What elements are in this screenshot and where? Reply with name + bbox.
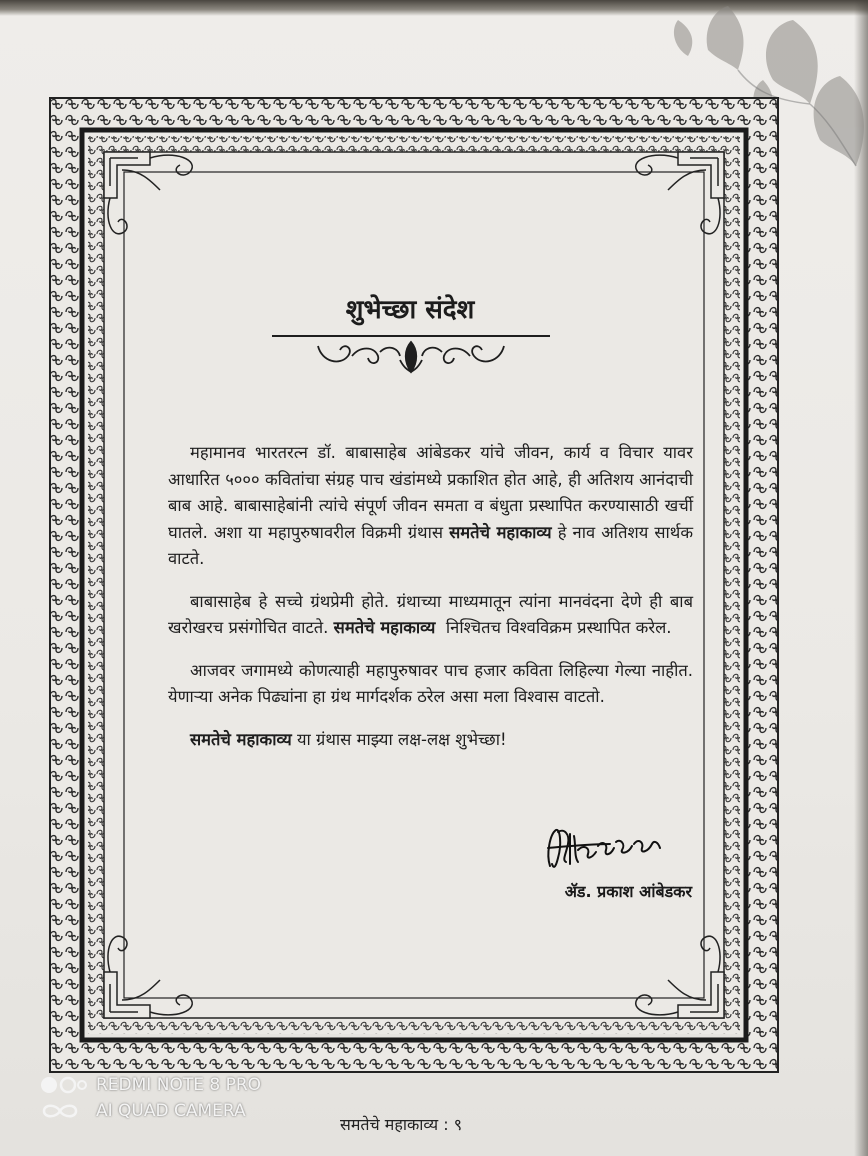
camera-watermark: [38, 1072, 261, 1124]
signatory-name: ॲड. प्रकाश आंबेडकर: [564, 882, 692, 901]
book-title-bold: समतेचे महाकाव्य: [333, 618, 436, 637]
page-heading: शुभेच्छा संदेश: [345, 295, 475, 325]
paragraph-4: समतेचे महाकाव्य या ग्रंथास माझ्या लक्ष-लक्ष शुभेच्छा!: [190, 729, 507, 749]
camera-lens-icon: [38, 1074, 88, 1096]
page-footer: समतेचे महाकाव्य : ९: [340, 1115, 463, 1134]
handwritten-signature: [540, 820, 680, 876]
book-title-bold: समतेचे महाकाव्य: [449, 522, 552, 542]
message-body: [168, 440, 693, 769]
paragraph-2: बाबासाहेब हे सच्चे ग्रंथप्रेमी होते. ग्रंथाच्या माध्यमातून त्यांना मानवंदना देणे ही बाब खरोखरच प्रसंगोचित वाटते. समतेचे महाकाव्य निश्चितच विश्वविक्रम प्रस्थापित करेल.: [168, 591, 693, 637]
watermark-line-1: REDMI NOTE 8 PRO: [96, 1075, 262, 1095]
book-title-bold: समतेचे महाकाव्य: [190, 729, 292, 749]
paragraph-1: महामानव भारतरत्न डॉ. बाबासाहेब आंबेडकर यांचे जीवन, कार्य व विचार यावर आधारित ५००० कवितांचा संग्रह पाच खंडांमध्ये प्रकाशित होत आहे, ही अतिशय आनंदाची बाब आहे. बाबासाहेबांनी त्यांचे संपूर्ण जीवन समता व बंधुता प्रस्थापित करण्यासाठी खर्ची घातले. अशा या महापुरुषावरील विक्रमी ग्रंथास समतेचे महाकाव्य हे नाव अतिशय सार्थक वाटते.: [168, 443, 693, 568]
infinity-icon: [38, 1100, 88, 1122]
paragraph-3: आजवर जगामध्ये कोणत्याही महापुरुषावर पाच हजार कविता लिहिल्या गेल्या नाहीत. येणाऱ्या अनेक पिढ्यांना हा ग्रंथ मार्गदर्शक ठरेल असा मला विश्वास वाटतो.: [168, 660, 693, 706]
watermark-line-2: AI QUAD CAMERA: [96, 1101, 246, 1121]
